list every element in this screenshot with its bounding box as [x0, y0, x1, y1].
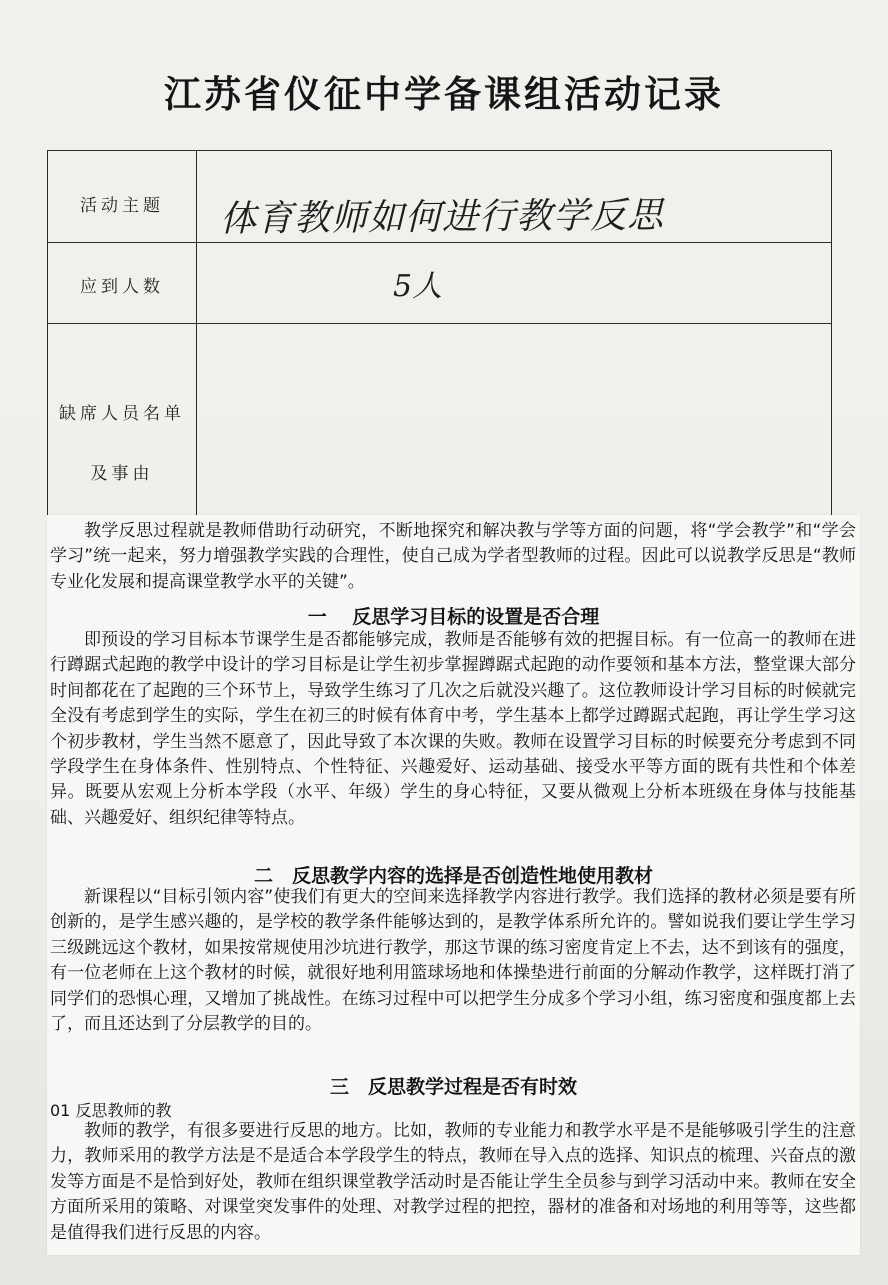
section3-heading: 三 反思教学过程是否有时效	[329, 1076, 577, 1098]
expected-attendance-value-handwritten: 5人	[393, 269, 443, 304]
table-divider-vertical	[196, 151, 197, 519]
pasted-text-sheet	[47, 515, 860, 1255]
absent-value-area	[208, 341, 808, 501]
section2-heading: 二 反思教学内容的选择是否创造性地使用教材	[253, 865, 653, 887]
section2-paragraph: 新课程以“目标引领内容”使我们有更大的空间来选择教学内容进行教学。我们选择的教材必须是要有所创新的，是学生感兴趣的，是学校的教学条件能够达到的，是教学体系所允许的。譬如说我们要让学生学习三级跳远这个教材，如果按常规使用沙坑进行教学，那这节课的练习密度肯定上不去，达不到该有的强度，有一位老师在上这个教材的时候，就很好地利用篮球场地和体操垫进行前面的分解动作教学，这样既打消了同学们的恐惧心理，又增加了挑战性。在练习过程中可以把学生分成多个学习小组，练习密度和强度都上去了，而且还达到了分层教学的目的。	[50, 887, 856, 1035]
activity-form-table	[47, 150, 832, 520]
expected-attendance-label: 应到人数	[80, 277, 164, 297]
table-divider-row2	[48, 323, 831, 324]
absent-reason-label: 及事由	[90, 464, 154, 484]
section1-heading: 一 反思学习目标的设置是否合理	[307, 606, 600, 628]
table-divider-row1	[48, 242, 831, 243]
section1-paragraph: 即预设的学习目标本节课学生是否都能够完成，教师是否能够有效的把握目标。有一位高一的教师在进行蹲踞式起跑的教学中设计的学习目标是让学生初步掌握蹲踞式起跑的动作要领和基本方法，整堂课大部分时间都花在了起跑的三个环节上，导致学生练习了几次之后就没兴趣了。这位教师设计学习目标的时候就完全没有考虑到学生的实际，学生在初三的时候有体育中考，学生基本上都学过蹲踞式起跑，再让学生学习这个初步教材，学生当然不愿意了，因此导致了本次课的失败。教师在设置学习目标的时候要充分考虑到不同学段学生在身体条件、性别特点、个性特征、兴趣爱好、运动基础、接受水平等方面的既有共性和个体差异。既要从宏观上分析本学段（水平、年级）学生的身心特征，又要从微观上分析本班级在身体与技能基础、兴趣爱好、组织纪律等特点。	[50, 630, 856, 828]
section3-paragraph: 教师的教学，有很多要进行反思的地方。比如，教师的专业能力和教学水平是不是能够吸引学生的注意力，教师采用的教学方法是不是适合本学段学生的特点，教师在导入点的选择、知识点的梳理、兴奋点的激发等方面是不是恰到好处，教师在组织课堂教学活动时是否能让学生全员参与到学习活动中来。教师在安全方面所采用的策略、对课堂突发事件的处理、对教学过程的把控，器材的准备和对场地的利用等等，这些都是值得我们进行反思的内容。	[50, 1121, 856, 1243]
section3-subheading: 01 反思教师的教	[50, 1101, 172, 1120]
document-title: 江苏省仪征中学备课组活动记录	[164, 72, 724, 116]
intro-paragraph: 教学反思过程就是教师借助行动研究，不断地探究和解决教与学等方面的问题，将“学会教学”和“学会学习”统一起来，努力增强教学实践的合理性，使自己成为学者型教师的过程。因此可以说教学反思是“教师专业化发展和提高课堂教学水平的关键”。	[50, 521, 856, 592]
topic-value-handwritten: 体育教师如何进行教学反思	[219, 195, 665, 240]
absent-list-label: 缺席人员名单	[59, 404, 185, 424]
topic-label: 活动主题	[80, 196, 164, 216]
